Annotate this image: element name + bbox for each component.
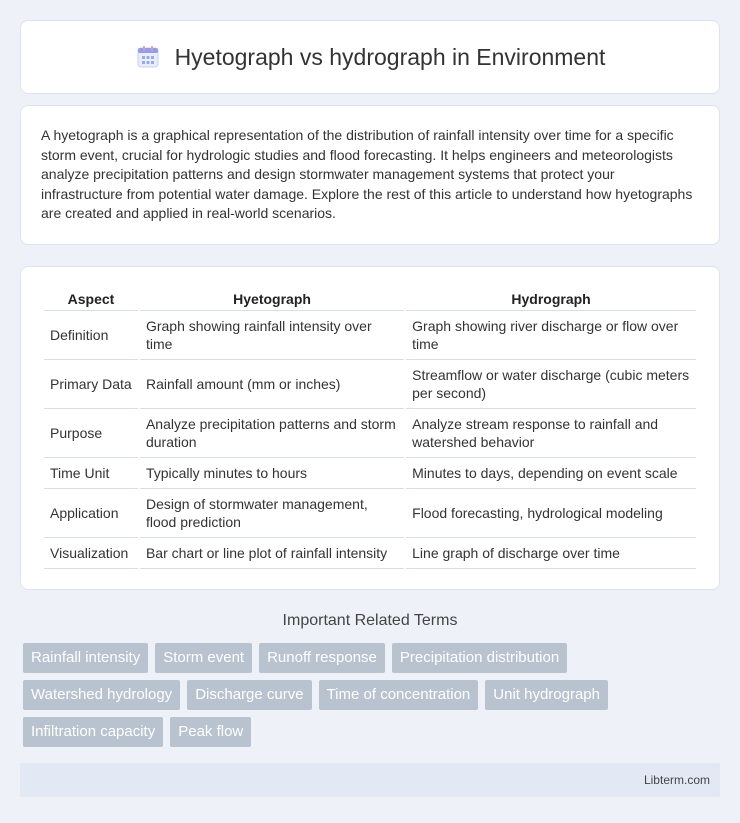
cell-hydrograph: Minutes to days, depending on event scale: [406, 458, 696, 489]
header-hyetograph: Hyetograph: [140, 287, 404, 311]
cell-aspect: Time Unit: [44, 458, 138, 489]
calendar-icon: [135, 44, 161, 70]
cell-aspect: Definition: [44, 311, 138, 360]
term-tag[interactable]: Peak flow: [170, 717, 251, 747]
table-header-row: [44, 287, 696, 311]
intro-text: A hyetograph is a graphical representation of the distribution of rainfall intensity over time for a specific storm event, crucial for hydrologic studies and flood forecasting. It helps engineers and meteorologists analyze precipitation patterns and design stormwater management systems that protect your infrastructure from potential water damage. Explore the rest of this article to understand how hyetographs are created and applied in real-world scenarios.: [41, 127, 693, 221]
footer: [20, 763, 720, 797]
cell-hydrograph: Flood forecasting, hydrological modeling: [406, 489, 696, 538]
title-card: [20, 20, 720, 94]
related-terms-title: Important Related Terms: [282, 611, 458, 629]
header-hydrograph: Hydrograph: [406, 287, 696, 311]
table-row: [44, 360, 696, 409]
table-row: [44, 409, 696, 458]
comparison-table: [42, 287, 698, 569]
cell-hydrograph: Analyze stream response to rainfall and watershed behavior: [406, 409, 696, 458]
cell-hydrograph: Streamflow or water discharge (cubic meters per second): [406, 360, 696, 409]
cell-hydrograph: Graph showing river discharge or flow over time: [406, 311, 696, 360]
comparison-card: [20, 266, 720, 590]
table-row: [44, 311, 696, 360]
cell-hyetograph: Graph showing rainfall intensity over time: [140, 311, 404, 360]
page-title: Hyetograph vs hydrograph in Environment: [174, 43, 606, 70]
term-tag[interactable]: Precipitation distribution: [392, 643, 567, 673]
cell-aspect: Application: [44, 489, 138, 538]
cell-aspect: Visualization: [44, 538, 138, 569]
related-terms-list: [20, 643, 720, 747]
footer-site-link[interactable]: Libterm.com: [643, 772, 710, 787]
table-row: [44, 538, 696, 569]
term-tag[interactable]: Rainfall intensity: [23, 643, 148, 673]
header-aspect: Aspect: [44, 287, 138, 311]
intro-card: [20, 105, 720, 245]
cell-aspect: Primary Data: [44, 360, 138, 409]
term-tag[interactable]: Storm event: [155, 643, 252, 673]
cell-hydrograph: Line graph of discharge over time: [406, 538, 696, 569]
table-row: [44, 489, 696, 538]
term-tag[interactable]: Discharge curve: [187, 680, 311, 710]
cell-hyetograph: Rainfall amount (mm or inches): [140, 360, 404, 409]
cell-hyetograph: Typically minutes to hours: [140, 458, 404, 489]
term-tag[interactable]: Watershed hydrology: [23, 680, 180, 710]
term-tag[interactable]: Runoff response: [259, 643, 385, 673]
term-tag[interactable]: Unit hydrograph: [485, 680, 608, 710]
term-tag[interactable]: Time of concentration: [319, 680, 479, 710]
table-row: [44, 458, 696, 489]
cell-hyetograph: Bar chart or line plot of rainfall intensity: [140, 538, 404, 569]
cell-hyetograph: Design of stormwater management, flood prediction: [140, 489, 404, 538]
cell-aspect: Purpose: [44, 409, 138, 458]
cell-hyetograph: Analyze precipitation patterns and storm duration: [140, 409, 404, 458]
term-tag[interactable]: Infiltration capacity: [23, 717, 163, 747]
